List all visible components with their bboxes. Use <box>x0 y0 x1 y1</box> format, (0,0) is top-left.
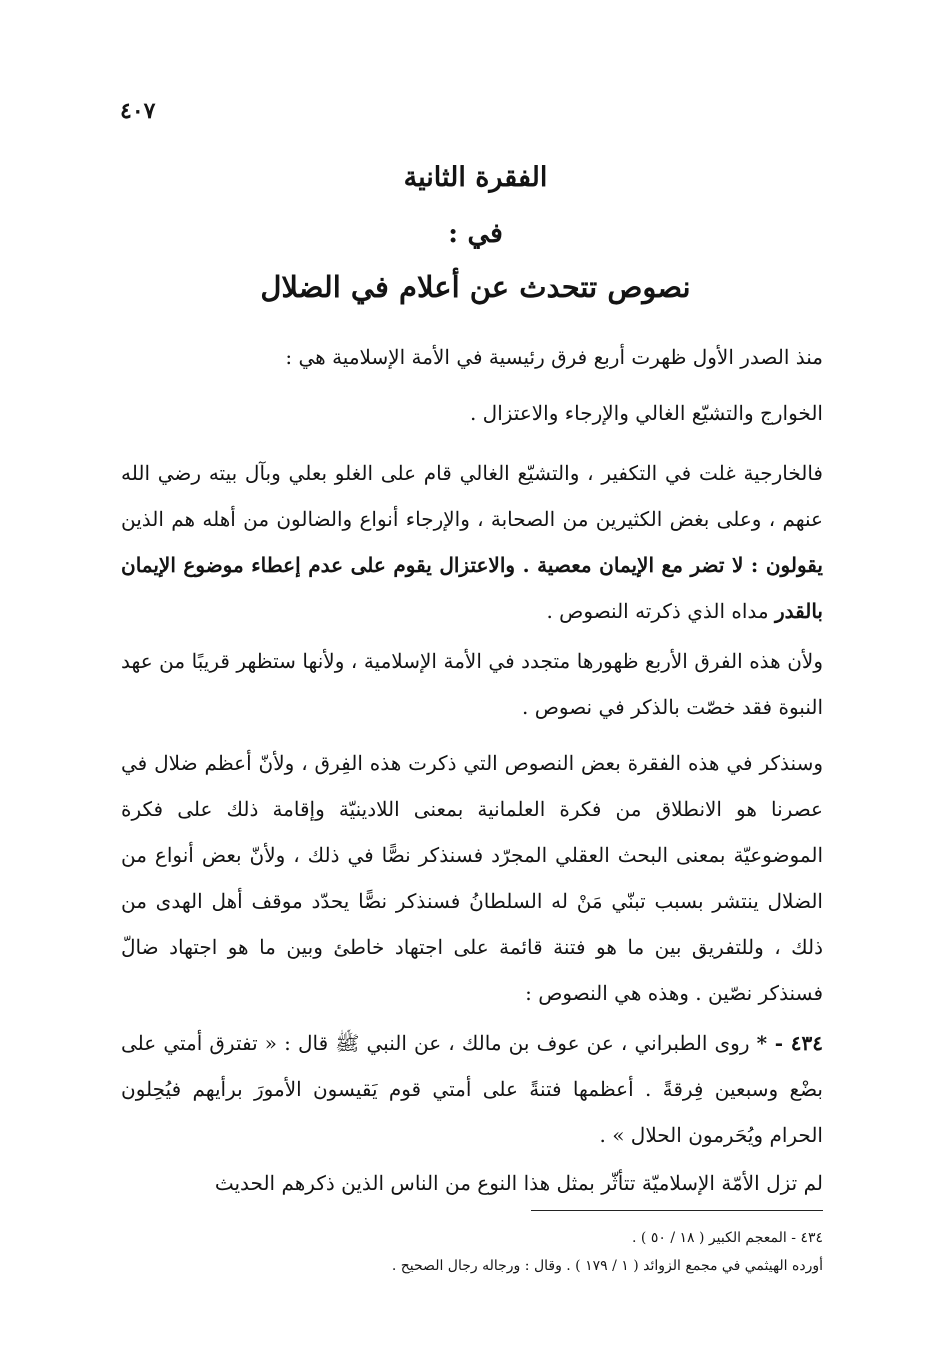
footnote-grading: أورده الهيثمي في مجمع الزوائد ( ١ / ١٧٩ ) . وقال : ورجاله رجال الصحيح . <box>391 1258 823 1274</box>
paragraph-texts-intro: وسنذكر في هذه الفقرة بعض النصوص التي ذكرت هذه الفِرق ، ولأنّ أعظم ضلال في عصرنا هو الانطلاق من فكرة العلمانية بمعنى اللادينيّة وإقامة ذلك على فكرة الموضوعيّة بمعنى البحث العقلي المجرّد فسنذكر نصًّا في ذلك ، ولأنّ بعض أنواع من الضلال ينتشر بسبب تبنّي مَنْ له السلطانُ فسنذكر نصًّا يحدّد موقف أهل الهدى من ذلك ، وللتفريق بين ما هو فتنة قائمة على اجتهاد خاطئ وبين ما هو اجتهاد ضالّ فسنذكر نصّين . وهذه هي النصوص : <box>121 751 823 1005</box>
hadith-paragraph <box>121 1020 823 1158</box>
footnote-source: ٤٣٤ - المعجم الكبير ( ١٨ / ٥٠ ) . <box>632 1230 823 1246</box>
paragraph-sects-renewal: ولأن هذه الفرق الأربع ظهورها متجدد في الأمة الإسلامية ، ولأنها ستظهر قريبًا من عهد النبوة فقد خصّت بالذكر في نصوص . <box>121 649 823 719</box>
paragraph-sects-description <box>121 450 823 634</box>
hadith-text: روى الطبراني ، عن عوف بن مالك ، عن النبي ﷺ قال : « تفترق أمتي على بضْع وسبعين فِرقةً . أعظمها فتنةً على أمتي قوم يَقيسون الأمورَ برأيهم فيُحِلون الحرام ويُحَرمون الحلال » . <box>121 1031 823 1147</box>
hadith-number: ٤٣٤ - * <box>756 1031 824 1055</box>
page-number: ٤٠٧ <box>120 98 156 124</box>
section-heading-connector: في : <box>448 218 503 249</box>
section-title: نصوص تتحدث عن أعلام في الضلال <box>260 270 691 304</box>
intro-sects-line: الخوارج والتشيّع الغالي والإرجاء والاعتزال . <box>469 401 823 425</box>
footnote-divider <box>531 1210 823 1211</box>
paragraph-bold-text: يقولون : لا تضر مع الإيمان معصية . والاعتزال يقوم على عدم إعطاء موضوع الإيمان بالقدر <box>121 553 823 623</box>
paragraph-continuation: لم تزل الأمّة الإسلاميّة تتأثّر بمثل هذا النوع من الناس الذين ذكرهم الحديث <box>214 1171 823 1195</box>
paragraph-text-end: مداه الذي ذكرته النصوص . <box>546 599 775 623</box>
paragraph-text: فالخارجية غلت في التكفير ، والتشيّع الغالي قام على الغلو بعلي وبآل بيته رضي الله عنهم ، وعلى بغض الكثيرين من الصحابة ، والإرجاء أنواع والضالون من أهله هم الذين <box>121 461 823 531</box>
section-heading: الفقرة الثانية <box>403 162 548 193</box>
intro-line: منذ الصدر الأول ظهرت أربع فرق رئيسية في الأمة الإسلامية هي : <box>285 345 823 369</box>
